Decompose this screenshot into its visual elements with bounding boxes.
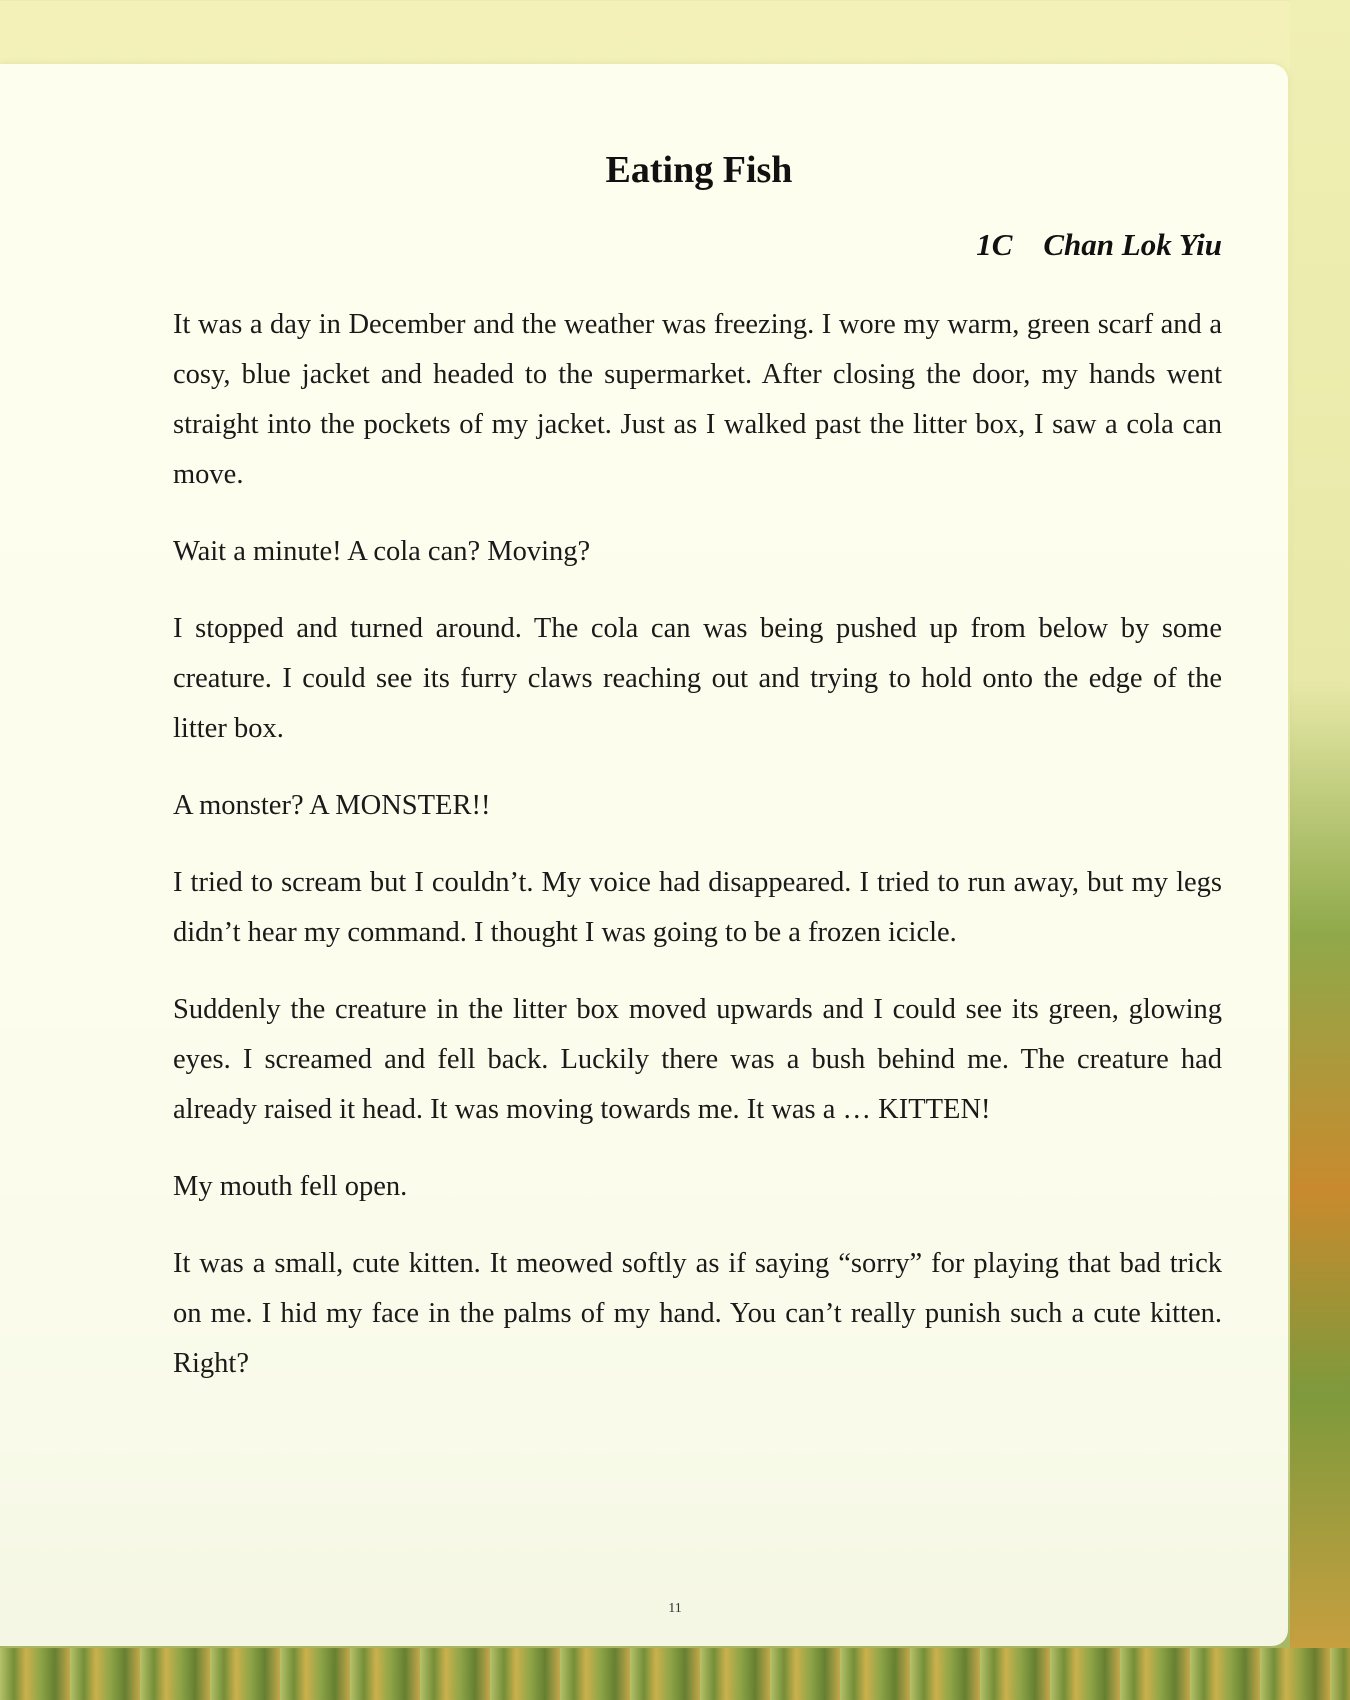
- paragraph: Suddenly the creature in the litter box moved upwards and I could see its green, glowing eyes. I screamed and fell back. Luckily there was a bush behind me. The creature had already raised it head. It was moving towards me. It was a … KITTEN!: [173, 994, 1222, 1125]
- background-foliage-right: [1290, 0, 1350, 1700]
- paragraph: I tried to scream but I couldn’t. My voice had disappeared. I tried to run away, but my legs didn’t hear my command. I thought I was going to be a frozen icicle.: [173, 867, 1222, 948]
- paragraph: It was a day in December and the weather was freezing. I wore my warm, green scarf and a cosy, blue jacket and headed to the supermarket. After closing the door, my hands went straight into the pockets of my jacket. Just as I walked past the litter box, I saw a cola can move.: [173, 309, 1222, 490]
- background-grass-bottom: [0, 1648, 1350, 1700]
- paragraph: It was a small, cute kitten. It meowed softly as if saying “sorry” for playing that bad trick on me. I hid my face in the palms of my hand. You can’t really punish such a cute kitten. Right?: [173, 1248, 1222, 1379]
- author-byline: 1C Chan Lok Yiu: [976, 227, 1222, 262]
- paragraph: Wait a minute! A cola can? Moving?: [173, 536, 591, 567]
- story-body: [173, 300, 1222, 1416]
- page-number: 11: [668, 1601, 682, 1616]
- story-title: Eating Fish: [605, 149, 793, 191]
- paragraph: A monster? A MONSTER!!: [173, 790, 491, 821]
- paragraph: I stopped and turned around. The cola can was being pushed up from below by some creature. I could see its furry claws reaching out and trying to hold onto the edge of the litter box.: [173, 613, 1222, 744]
- paragraph: My mouth fell open.: [173, 1171, 408, 1202]
